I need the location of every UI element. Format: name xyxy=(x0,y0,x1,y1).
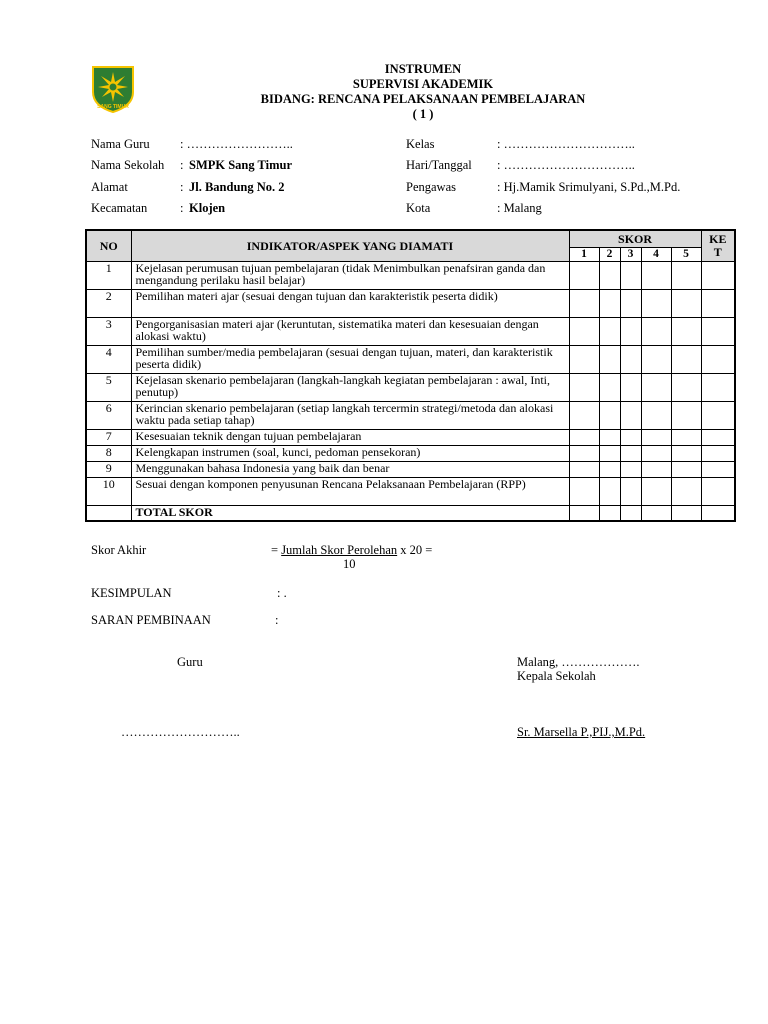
score-cell[interactable] xyxy=(599,317,620,345)
table-row: 7 Kesesuaian teknik dengan tujuan pembelajaran xyxy=(86,429,735,445)
document-header xyxy=(0,62,768,122)
table-row: 5 Kejelasan skenario pembelajaran (langkah-langkah kegiatan pembelajaran : awal, Inti, penutup) xyxy=(86,373,735,401)
col-header-ket: KE T xyxy=(701,230,735,261)
pengawas-value: : Hj.Mamik Srimulyani, S.Pd.,M.Pd. xyxy=(497,180,681,194)
hari-tanggal-field[interactable]: : ………………………….. xyxy=(497,158,635,172)
malang-date: Malang, ………………. xyxy=(517,655,640,669)
score-cell[interactable] xyxy=(671,461,701,477)
score-cell[interactable] xyxy=(641,461,671,477)
alamat-value: Jl. Bandung No. 2 xyxy=(189,180,285,194)
guru-label: Guru xyxy=(177,655,203,669)
skor-header-5: 5 xyxy=(671,247,701,261)
saran-label: SARAN PEMBINAAN xyxy=(91,613,211,627)
score-cell[interactable] xyxy=(641,261,671,289)
score-cell[interactable] xyxy=(620,261,641,289)
score-cell[interactable] xyxy=(671,429,701,445)
score-cell[interactable] xyxy=(599,345,620,373)
kecamatan-value: Klojen xyxy=(189,201,226,215)
score-cell[interactable] xyxy=(599,401,620,429)
score-cell[interactable] xyxy=(671,445,701,461)
skor-header-1: 1 xyxy=(569,247,599,261)
score-cell[interactable] xyxy=(671,289,701,317)
score-cell[interactable] xyxy=(569,505,599,521)
table-row: 8 Kelengkapan instrumen (soal, kunci, pedoman pensekoran) xyxy=(86,445,735,461)
score-cell[interactable] xyxy=(569,477,599,505)
skor-header-3: 3 xyxy=(620,247,641,261)
score-cell[interactable] xyxy=(569,461,599,477)
score-cell[interactable] xyxy=(641,317,671,345)
score-cell[interactable] xyxy=(641,445,671,461)
ket-cell[interactable] xyxy=(701,261,735,289)
skor-akhir-formula: = Jumlah Skor Perolehan x 20 = xyxy=(271,543,433,557)
table-row-total xyxy=(86,505,735,521)
nama-sekolah-value: SMPK Sang Timur xyxy=(189,158,293,172)
score-cell[interactable] xyxy=(620,317,641,345)
table-row: 2 Pemilihan materi ajar (sesuai dengan tujuan dan karakteristik peserta didik) xyxy=(86,289,735,317)
ket-cell[interactable] xyxy=(701,477,735,505)
score-cell[interactable] xyxy=(620,289,641,317)
col-header-no: NO xyxy=(86,230,131,261)
kota-value: : Malang xyxy=(497,201,542,215)
score-cell[interactable] xyxy=(569,289,599,317)
skor-akhir-label: Skor Akhir xyxy=(91,543,147,557)
svg-text:SANG TIMUR: SANG TIMUR xyxy=(97,104,129,110)
score-cell[interactable] xyxy=(620,477,641,505)
ket-cell[interactable] xyxy=(701,461,735,477)
score-cell[interactable] xyxy=(599,445,620,461)
score-cell[interactable] xyxy=(671,345,701,373)
nama-guru-field[interactable]: : …………………….. xyxy=(180,137,293,151)
score-cell[interactable] xyxy=(569,317,599,345)
table-row: 1 Kejelasan perumusan tujuan pembelajaran (tidak Menimbulkan penafsiran ganda dan mengandung perilaku hasil belajar) xyxy=(86,261,735,289)
score-cell[interactable] xyxy=(569,261,599,289)
header-title: INSTRUMEN xyxy=(384,62,462,76)
guru-signature-field[interactable]: ……………………….. xyxy=(121,725,240,739)
ket-cell[interactable] xyxy=(701,445,735,461)
kesimpulan-field[interactable]: : . xyxy=(277,586,287,600)
table-row: 4 Pemilihan sumber/media pembelajaran (sesuai dengan tujuan, materi, dan karakteristik peserta didik) xyxy=(86,345,735,373)
score-cell[interactable] xyxy=(641,477,671,505)
document-page: SANG TIMUR INSTRUMEN SUPERVISI AKADEMIK BIDANG: RENCANA PELAKSANAAN PEMBELAJARAN ( 1 ) Nama Guru : …………………….. Nama Sekolah : SMPK Sang Timur Alamat : Jl. Bandung No. 2 Kecamatan : Klojen Kelas : ………………………….. Hari/Tanggal : ………………………….. Pengawas : Hj.Mamik Srimulyani, S.Pd.,M.Pd. Kota : Malang NO INDIKATOR/ASPEK YANG DIAMATI SKOR KE T 1 2 3 4 5 1 Kejelasan perumusan tujuan pembelajaran (tidak Menimbulkan penafsiran ganda dan mengandung perilaku hasil belajar) 2 Pemilihan materi ajar (sesuai dengan tujuan dan karakteristik peserta didik) 3 Pengorganisasian materi ajar (keruntutan, sistematika materi dan kesesuaian dengan alokasi waktu) 4 Pemilihan sumber/media pembelajaran (sesuai dengan tujuan, materi, dan karakteristik peserta didik) 5 Kejelasan skenario pembelajaran (langkah-langkah kegiatan pembelajaran : awal, Inti, penutup) 6 Kerincian skenario pembelajaran (setiap langkah tercermin strategi/metoda dan alokasi waktu pada setiap tahap) 7 Kesesuaian teknik dengan tujuan pembelajaran 8 Kelengkapan instrumen (soal, kunci, pedoman pensekoran) 9 Menggunakan bahasa Indonesia yang baik dan benar 10 Sesuai dengan komponen penyusunan Rencana Pelaksanaan Pembelajaran (RPP) TOTAL SKOR Skor Akhir = Jumlah Skor Perolehan x 20 = 10 KESIMPULAN : . SARAN PEMBINAAN : Guru Malang, ………………. Kepala Sekolah ……………………….. Sr. Marsella P.,PIJ.,M.Pd. xyxy=(0,0,768,1024)
score-cell[interactable] xyxy=(671,401,701,429)
skor-header-4: 4 xyxy=(641,247,671,261)
kesimpulan-label: KESIMPULAN xyxy=(91,586,172,600)
score-cell[interactable] xyxy=(641,373,671,401)
col-header-skor: SKOR xyxy=(569,230,701,247)
ket-cell[interactable] xyxy=(701,505,735,521)
ket-cell[interactable] xyxy=(701,429,735,445)
score-cell[interactable] xyxy=(569,429,599,445)
ket-cell[interactable] xyxy=(701,345,735,373)
score-cell[interactable] xyxy=(599,429,620,445)
score-cell[interactable] xyxy=(641,345,671,373)
score-cell[interactable] xyxy=(599,373,620,401)
table-row: 3 Pengorganisasian materi ajar (keruntutan, sistematika materi dan kesesuaian dengan alokasi waktu) xyxy=(86,317,735,345)
assessment-table xyxy=(85,229,736,522)
score-cell[interactable] xyxy=(620,445,641,461)
ket-cell[interactable] xyxy=(701,289,735,317)
kelas-field[interactable]: : ………………………….. xyxy=(497,137,635,151)
total-skor-label: TOTAL SKOR xyxy=(131,505,569,521)
score-cell[interactable] xyxy=(599,477,620,505)
kepala-signature-name: Sr. Marsella P.,PIJ.,M.Pd. xyxy=(517,725,646,739)
score-cell[interactable] xyxy=(671,373,701,401)
score-cell[interactable] xyxy=(620,345,641,373)
header-number: ( 1 ) xyxy=(412,107,434,121)
score-cell[interactable] xyxy=(620,401,641,429)
score-cell[interactable] xyxy=(620,429,641,445)
score-cell[interactable] xyxy=(671,261,701,289)
score-cell[interactable] xyxy=(599,461,620,477)
score-cell[interactable] xyxy=(620,461,641,477)
skor-akhir-numerator: Jumlah Skor Perolehan xyxy=(281,543,398,557)
header-field: BIDANG: RENCANA PELAKSANAAN PEMBELAJARAN xyxy=(260,92,586,106)
score-cell[interactable] xyxy=(599,261,620,289)
score-cell[interactable] xyxy=(641,505,671,521)
score-cell[interactable] xyxy=(671,477,701,505)
score-cell[interactable] xyxy=(620,505,641,521)
skor-header-2: 2 xyxy=(599,247,620,261)
score-cell[interactable] xyxy=(641,429,671,445)
table-row: 9 Menggunakan bahasa Indonesia yang baik dan benar xyxy=(86,461,735,477)
col-header-indikator: INDIKATOR/ASPEK YANG DIAMATI xyxy=(131,230,569,261)
score-cell[interactable] xyxy=(569,373,599,401)
table-row: 6 Kerincian skenario pembelajaran (setiap langkah tercermin strategi/metoda dan alokasi waktu pada setiap tahap) xyxy=(86,401,735,429)
ket-cell[interactable] xyxy=(701,401,735,429)
score-cell[interactable] xyxy=(671,505,701,521)
ket-cell[interactable] xyxy=(701,373,735,401)
score-cell[interactable] xyxy=(599,289,620,317)
kepala-sekolah-label: Kepala Sekolah xyxy=(517,669,596,683)
table-row: 10 Sesuai dengan komponen penyusunan Rencana Pelaksanaan Pembelajaran (RPP) xyxy=(86,477,735,505)
header-subtitle: SUPERVISI AKADEMIK xyxy=(352,77,494,91)
score-cell[interactable] xyxy=(569,445,599,461)
score-cell[interactable] xyxy=(671,317,701,345)
skor-akhir-denominator: 10 xyxy=(343,557,356,571)
score-cell[interactable] xyxy=(620,373,641,401)
ket-cell[interactable] xyxy=(701,317,735,345)
score-cell[interactable] xyxy=(569,345,599,373)
score-cell[interactable] xyxy=(569,401,599,429)
score-cell[interactable] xyxy=(599,505,620,521)
saran-field[interactable]: : xyxy=(275,613,279,627)
score-cell[interactable] xyxy=(641,289,671,317)
score-cell[interactable] xyxy=(641,401,671,429)
